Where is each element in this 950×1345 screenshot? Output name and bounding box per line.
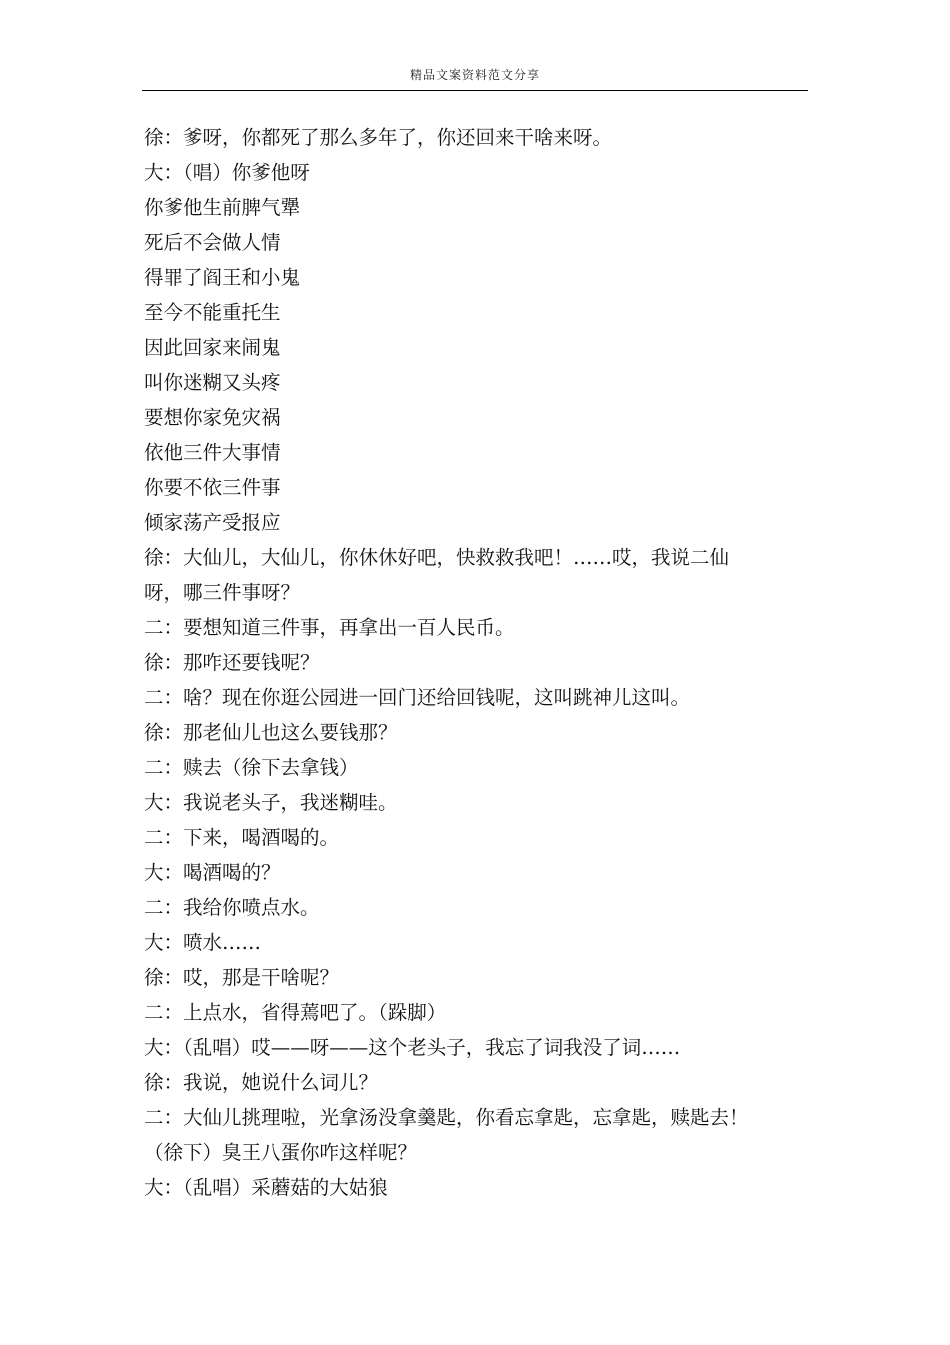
script-line: 大：我说老头子，我迷糊哇。 <box>144 791 398 814</box>
script-line: 徐：我说，她说什么词儿？ <box>144 1071 379 1094</box>
script-line: 二：大仙儿挑理啦，光拿汤没拿羹匙，你看忘拿匙，忘拿匙，赎匙去！ <box>144 1106 749 1129</box>
header-divider <box>142 90 808 91</box>
script-line: 徐：那老仙儿也这么要钱那？ <box>144 721 398 744</box>
script-line: 死后不会做人情 <box>144 231 281 254</box>
script-line: 你爹他生前脾气犟 <box>144 196 301 219</box>
script-line: 至今不能重托生 <box>144 301 281 324</box>
script-line: 徐：爹呀，你都死了那么多年了，你还回来干啥来呀。 <box>144 126 613 149</box>
script-line: 呀，哪三件事呀？ <box>144 581 301 604</box>
script-line: 依他三件大事情 <box>144 441 281 464</box>
script-line: 你要不依三件事 <box>144 476 281 499</box>
script-line: 大：（乱唱）哎——呀——这个老头子，我忘了词我没了词…… <box>144 1036 681 1059</box>
script-line: 叫你迷糊又头疼 <box>144 371 281 394</box>
script-line: 二：上点水，省得蔫吧了。（跺脚） <box>144 1001 447 1024</box>
script-line: 二：赎去（徐下去拿钱） <box>144 756 359 779</box>
script-line: 徐：那咋还要钱呢？ <box>144 651 320 674</box>
script-line: 二：我给你喷点水。 <box>144 896 320 919</box>
script-line: 要想你家免灾祸 <box>144 406 281 429</box>
script-line: 大：喷水…… <box>144 931 262 954</box>
script-body <box>144 120 808 1205</box>
page-header: 精品文案资料范文分享 <box>409 68 540 82</box>
script-line: 因此回家来闹鬼 <box>144 336 281 359</box>
script-line: 大：喝酒喝的？ <box>144 861 281 884</box>
script-line: 大：（乱唱）采蘑菇的大姑狼 <box>144 1176 388 1199</box>
script-line: 得罪了阎王和小鬼 <box>144 266 301 289</box>
script-line: 大：（唱）你爹他呀 <box>144 161 310 184</box>
script-line: 二：下来，喝酒喝的。 <box>144 826 340 849</box>
script-line: 二：啥？现在你逛公园进一回门还给回钱呢，这叫跳神儿这叫。 <box>144 686 691 709</box>
script-line: 徐：大仙儿，大仙儿，你休休好吧，快救救我吧！……哎，我说二仙 <box>144 546 730 569</box>
script-line: 二：要想知道三件事，再拿出一百人民币。 <box>144 616 515 639</box>
script-line: （徐下）臭王八蛋你咋这样呢？ <box>144 1141 418 1164</box>
script-line: 倾家荡产受报应 <box>144 511 281 534</box>
script-line: 徐：哎，那是干啥呢？ <box>144 966 340 989</box>
